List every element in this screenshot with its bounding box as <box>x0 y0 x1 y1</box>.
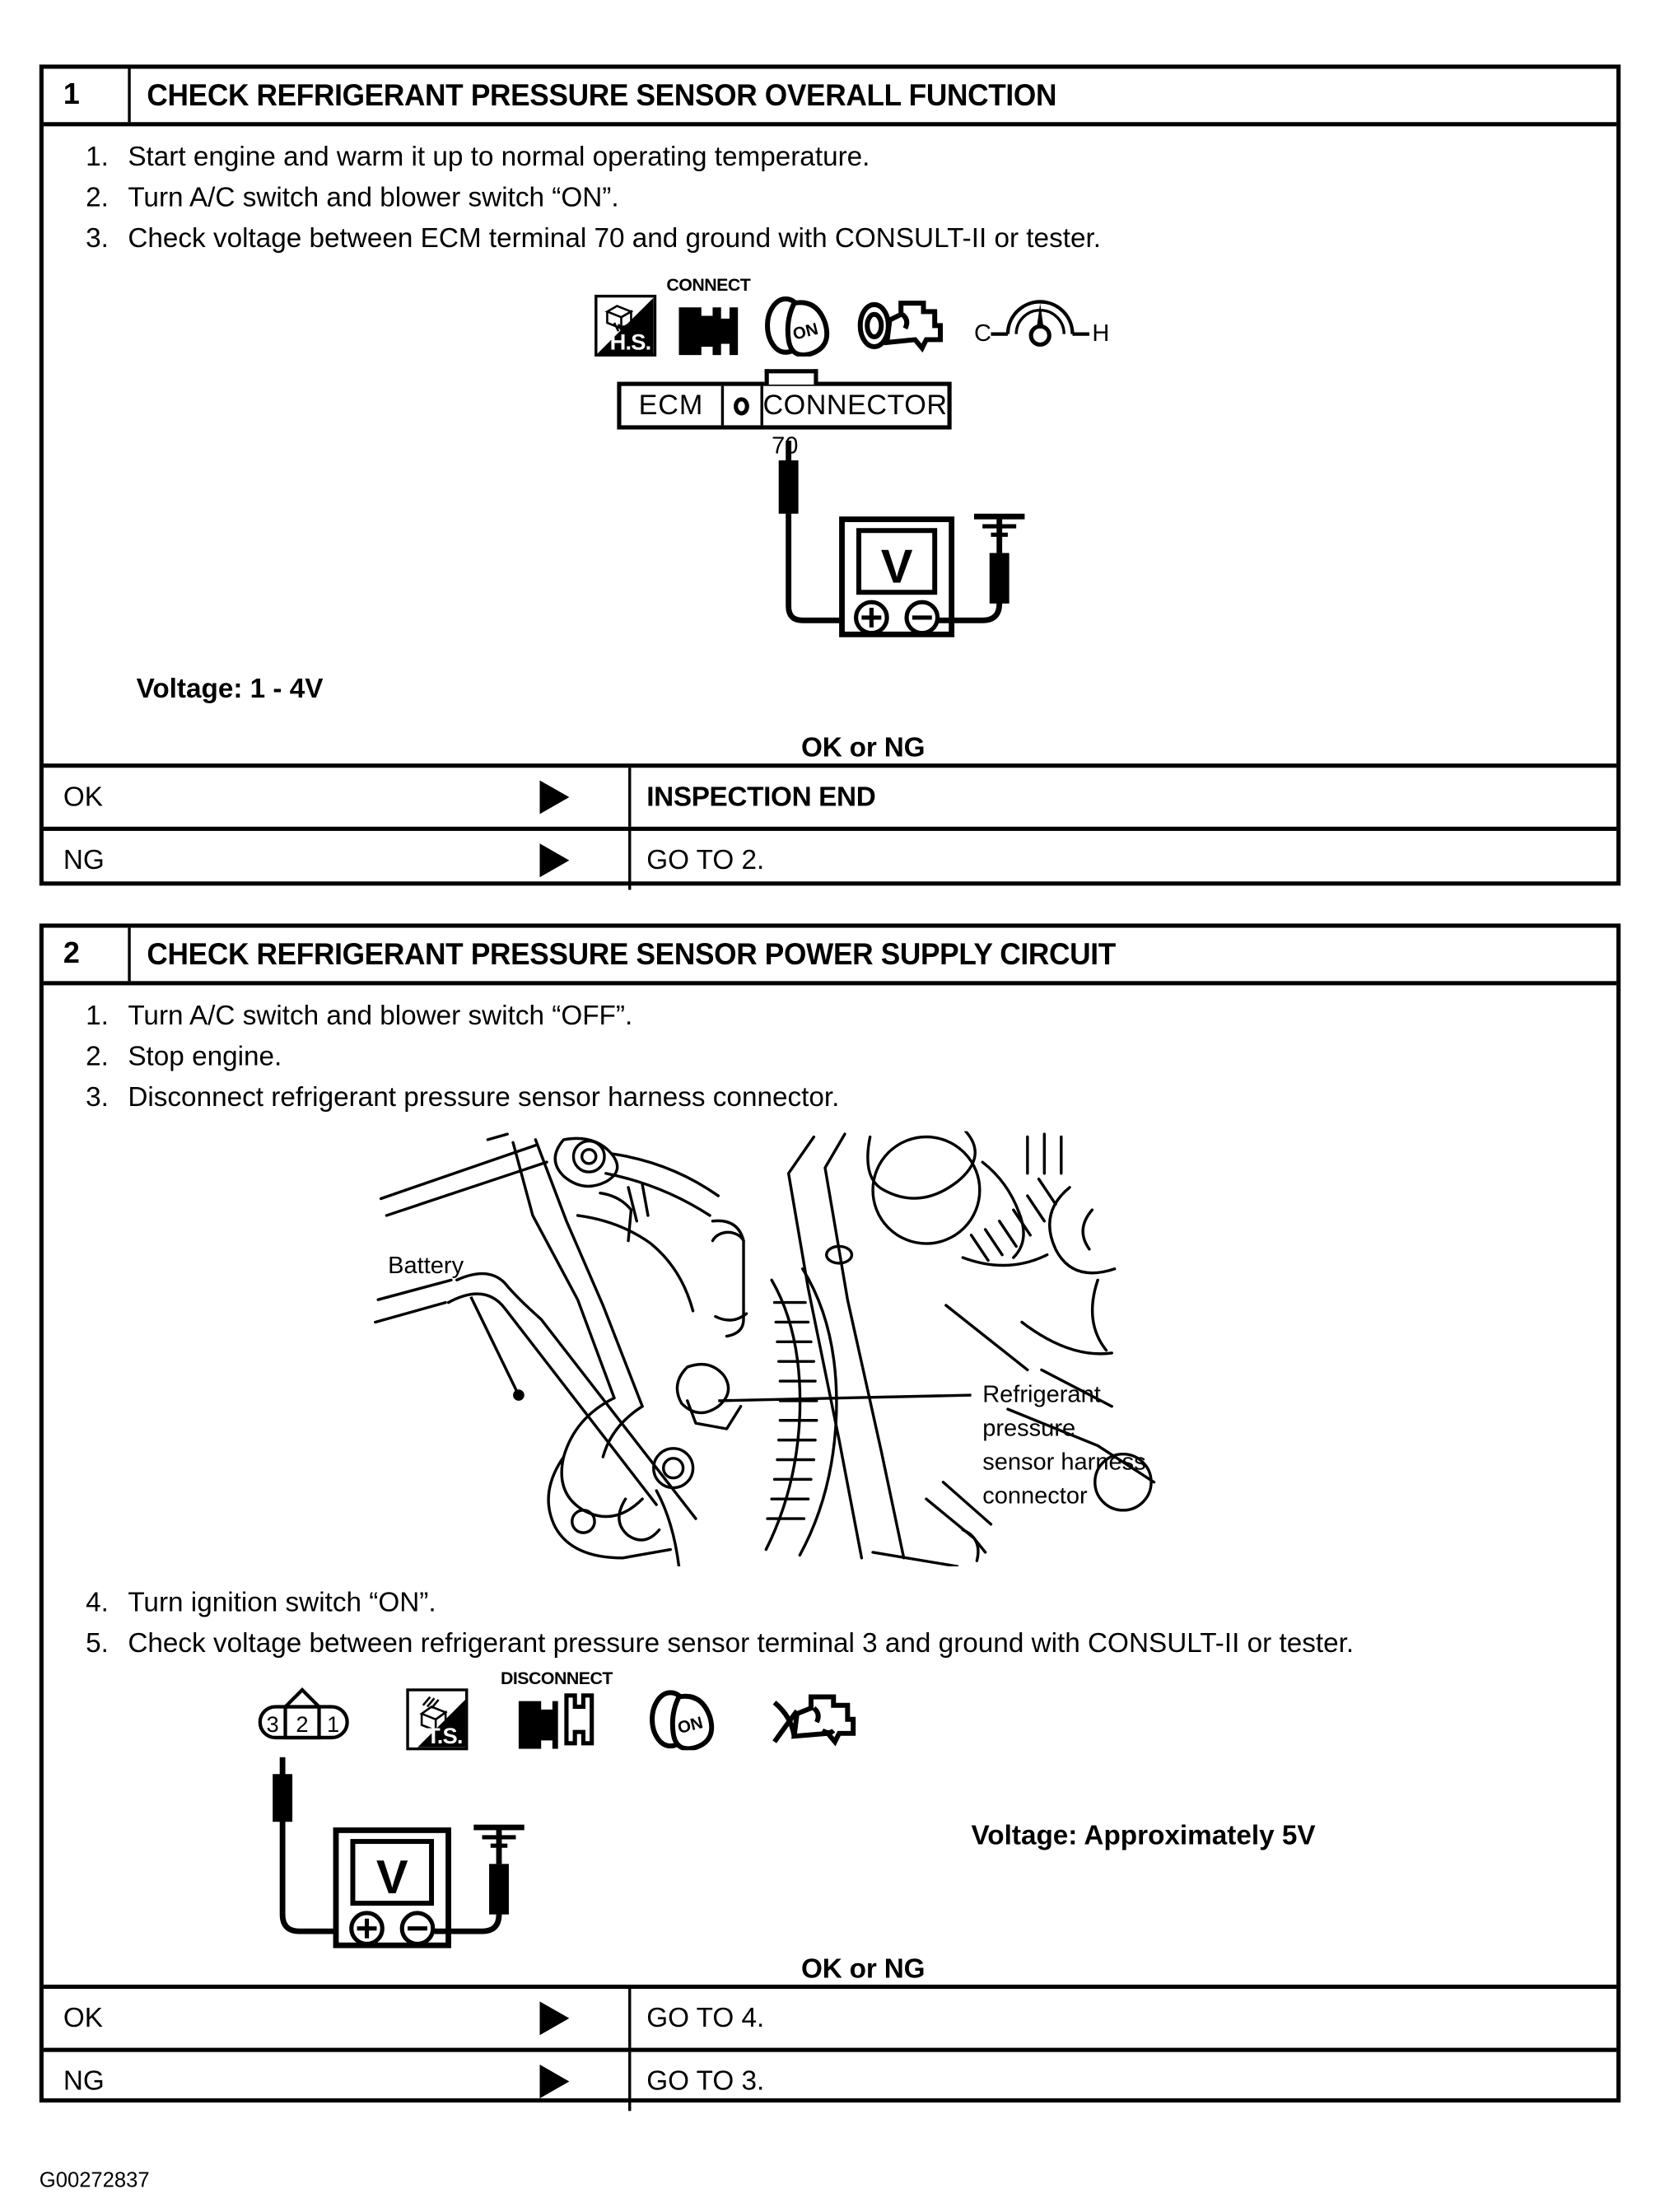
engine-off-icon <box>769 1688 856 1750</box>
step-2-judgement-header: OK or NG <box>801 1953 926 1985</box>
step-1-judgement-header: OK or NG <box>801 732 926 764</box>
terminal-number-70: 70 <box>772 432 799 460</box>
ecm-connector-label: CONNECTOR <box>762 389 948 421</box>
engine-running-icon <box>856 295 944 357</box>
instruction-text: Turn A/C switch and blower switch “ON”. <box>128 182 619 213</box>
result-arrow-icon <box>479 2052 631 2112</box>
result-action: GO TO 2. <box>646 844 765 875</box>
connector-tab <box>765 369 818 385</box>
hs-badge-label: H.S. <box>609 331 651 356</box>
callout-line: Refrigerant <box>982 1381 1101 1408</box>
step-1-result-ok <box>44 763 1616 827</box>
instruction-number: 3. <box>86 222 109 254</box>
result-judge: OK <box>63 2002 103 2033</box>
instruction-number: 4. <box>86 1587 109 1619</box>
step-2-result-ng <box>44 2048 1616 2112</box>
document-footer-code: G00272837 <box>39 2168 150 2193</box>
step-2-voltmeter-circuit <box>257 1754 581 1976</box>
step-2-body <box>44 985 1616 1984</box>
ignition-on-icon <box>646 1688 721 1750</box>
instruction-line <box>86 178 1616 218</box>
instruction-line <box>86 138 1616 178</box>
step-2-title: CHECK REFRIGERANT PRESSURE SENSOR POWER SUPPLY CIRCUIT <box>147 936 1116 971</box>
instruction-text: Turn ignition switch “ON”. <box>128 1587 436 1619</box>
step-2-instructions-b <box>44 1572 1354 1664</box>
step-1-voltmeter-circuit <box>761 438 1084 663</box>
connect-caption: CONNECT <box>666 275 751 295</box>
instruction-number: 1. <box>86 1001 109 1032</box>
instruction-line <box>86 1037 1616 1077</box>
instruction-text: Turn A/C switch and blower switch “OFF”. <box>128 1001 633 1032</box>
voltmeter-symbol: V <box>375 1851 408 1905</box>
step-2-header <box>44 928 1616 986</box>
step-1-result-ng <box>44 827 1616 890</box>
connector-pinout-icon <box>254 1687 358 1752</box>
temperature-gauge-icon <box>968 295 1112 357</box>
instruction-line <box>86 1624 1354 1664</box>
instruction-number: 5. <box>86 1627 109 1659</box>
step-1-number: 1 <box>44 69 131 123</box>
result-judge: OK <box>63 781 103 812</box>
svg-text:2: 2 <box>296 1711 309 1738</box>
disconnect-caption: DISCONNECT <box>500 1668 613 1689</box>
result-judge: NG <box>63 844 105 875</box>
result-action: GO TO 3. <box>646 2065 765 2097</box>
battery-callout <box>388 1252 464 1280</box>
callout-line: sensor harness <box>982 1449 1146 1476</box>
instruction-text: Check voltage between ECM terminal 70 and ground with CONSULT-II or tester. <box>128 222 1101 254</box>
step-2-icon-row <box>254 1668 856 1752</box>
result-arrow-icon <box>479 768 631 827</box>
diagnostic-step-2 <box>40 923 1620 2102</box>
step-1-instructions <box>44 126 1616 259</box>
ignition-on-icon <box>761 295 837 357</box>
result-judge: NG <box>63 2065 105 2097</box>
svg-text:H: H <box>1092 320 1110 348</box>
callout-line: connector <box>982 1482 1088 1510</box>
instruction-number: 1. <box>86 142 109 173</box>
callout-line: pressure <box>982 1415 1076 1442</box>
instruction-text: Check voltage between refrigerant pressure sensor terminal 3 and ground with CONSULT-II or tester. <box>128 1627 1355 1659</box>
instruction-line <box>86 218 1616 259</box>
instruction-number: 3. <box>86 1081 109 1113</box>
svg-text:3: 3 <box>266 1711 279 1738</box>
svg-text:ON: ON <box>790 319 820 344</box>
instruction-text: Start engine and warm it up to normal operating temperature. <box>128 142 870 173</box>
result-action: INSPECTION END <box>646 781 876 812</box>
instruction-line <box>86 1583 1354 1623</box>
step-2-instructions-a <box>44 985 1616 1118</box>
instruction-text: Disconnect refrigerant pressure sensor harness connector. <box>128 1081 840 1113</box>
step-2-number: 2 <box>44 928 131 982</box>
result-action: GO TO 4. <box>646 2002 765 2033</box>
sensor-connector-callout <box>982 1379 1145 1514</box>
ts-badge-icon <box>406 1688 468 1750</box>
svg-text:ON: ON <box>675 1713 705 1738</box>
ecm-label: ECM <box>622 386 724 426</box>
ecm-connector-diagram <box>617 382 951 460</box>
instruction-text: Stop engine. <box>128 1041 282 1072</box>
voltmeter-symbol: V <box>880 540 913 594</box>
svg-text:1: 1 <box>326 1711 340 1738</box>
instruction-line <box>86 996 1616 1037</box>
ecm-terminal-hole <box>724 386 763 426</box>
disconnect-plug-icon <box>500 1668 613 1749</box>
step-2-result-ok <box>44 1985 1616 2048</box>
instruction-number: 2. <box>86 1041 109 1072</box>
hs-badge-icon <box>595 295 656 357</box>
result-arrow-icon <box>479 1989 631 2048</box>
step-1-body <box>44 126 1616 763</box>
battery-callout-label: Battery <box>388 1252 464 1279</box>
step-1-icon-row <box>595 275 1112 357</box>
ts-badge-label: T.S. <box>426 1724 463 1749</box>
diagnostic-step-1 <box>40 64 1620 885</box>
instruction-number: 2. <box>86 182 109 213</box>
step-2-voltage-spec: Voltage: Approximately 5V <box>971 1820 1316 1851</box>
step-1-voltage-spec: Voltage: 1 - 4V <box>136 674 324 705</box>
step-1-title: CHECK REFRIGERANT PRESSURE SENSOR OVERALL FUNCTION <box>147 77 1057 112</box>
instruction-line <box>86 1077 1616 1118</box>
result-arrow-icon <box>479 831 631 890</box>
connect-plug-icon <box>666 275 751 356</box>
step-1-header <box>44 69 1616 127</box>
svg-text:C: C <box>973 320 991 348</box>
